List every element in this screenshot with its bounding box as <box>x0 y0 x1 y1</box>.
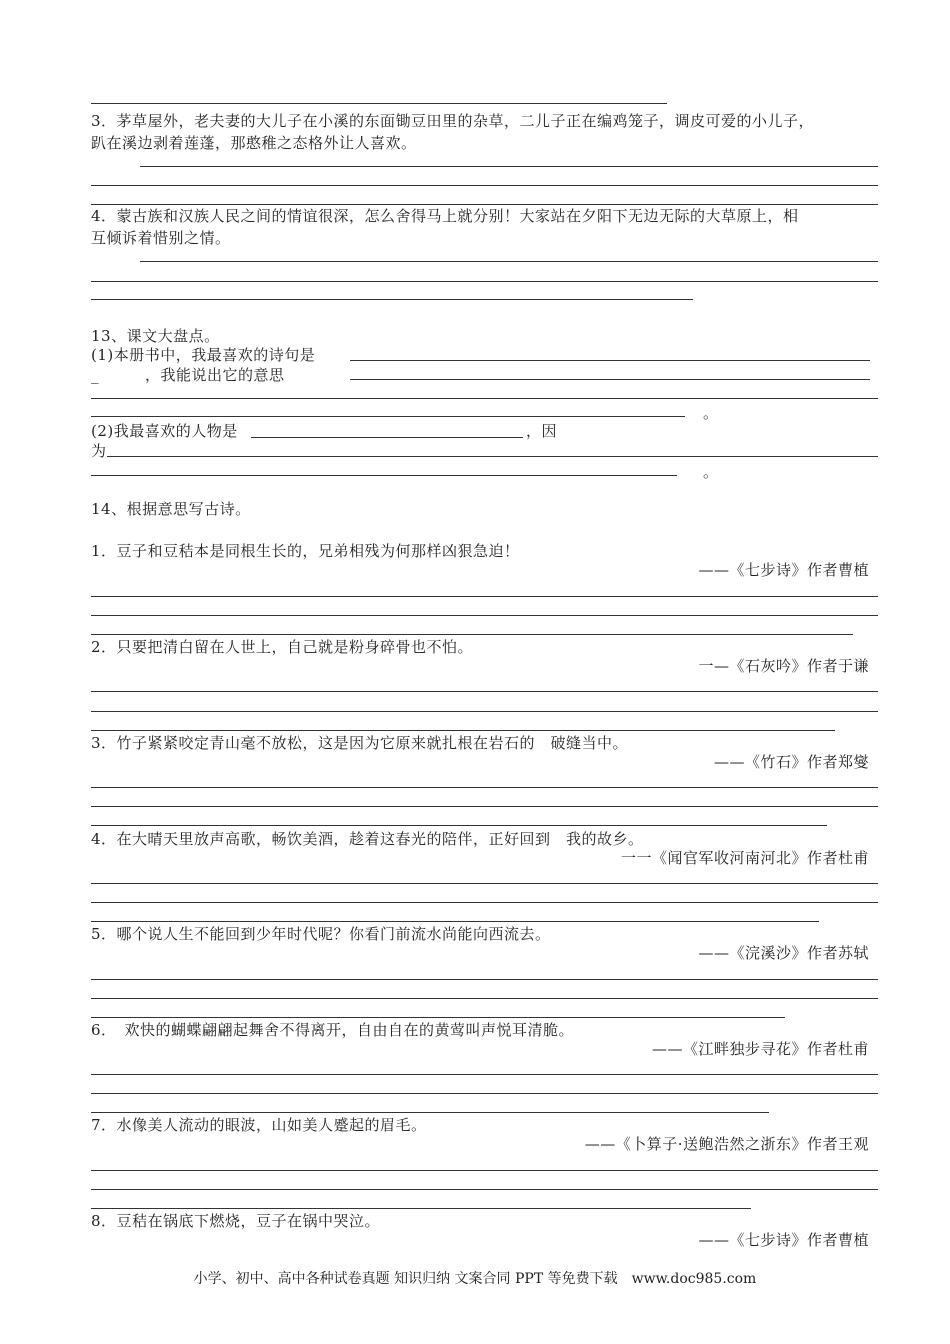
answer-line[interactable] <box>251 437 523 438</box>
answer-line[interactable] <box>140 261 878 262</box>
period: 。 <box>703 463 719 481</box>
poem-meaning: 5．哪个说人生不能回到少年时代呢？你看门前流水尚能向西流去。 <box>91 925 551 943</box>
answer-line[interactable] <box>91 711 878 712</box>
answer-line[interactable] <box>91 1093 878 1094</box>
poem-source: ——《竹石》作者郑燮 <box>713 753 869 771</box>
answer-line[interactable] <box>350 379 870 380</box>
answer-line[interactable] <box>91 281 878 282</box>
question-text: 3．茅草屋外，老夫妻的大儿子在小溪的东面锄豆田里的杂草，二儿子正在编鸡笼子，调皮可爱的小儿子， <box>91 112 815 130</box>
answer-line[interactable] <box>91 1017 785 1018</box>
section-title: 14、根据意思写古诗。 <box>91 500 251 518</box>
poem-source: ——《七步诗》作者曹植 <box>698 561 869 579</box>
poem-meaning: 6． 欢快的蝴蝶翩翩起舞舍不得离开，自由自在的黄莺叫声悦耳清脆。 <box>91 1021 575 1039</box>
answer-line[interactable] <box>91 103 667 104</box>
poem-source: ——《江畔独步寻花》作者杜甫 <box>651 1040 869 1058</box>
poem-meaning: 8．豆秸在锅底下燃烧，豆子在锅中哭泣。 <box>91 1212 381 1230</box>
poem-meaning: 2．只要把清白留在人世上，自己就是粉身碎骨也不怕。 <box>91 638 474 656</box>
answer-line[interactable] <box>91 416 685 417</box>
answer-line[interactable] <box>140 166 878 167</box>
answer-line[interactable] <box>91 475 677 476</box>
answer-line[interactable] <box>91 691 878 692</box>
answer-line[interactable] <box>91 921 819 922</box>
question-text: 互倾诉着惜别之情。 <box>91 229 231 247</box>
answer-line[interactable] <box>91 596 878 597</box>
poem-source: ——《七步诗》作者曹植 <box>698 1231 869 1249</box>
question-text: 为 <box>91 442 107 460</box>
poem-source: 一一《闻官军收河南河北》作者杜甫 <box>620 849 869 867</box>
answer-line[interactable] <box>91 806 878 807</box>
answer-line[interactable] <box>91 398 878 399</box>
question-text: ，因 <box>526 422 558 440</box>
answer-line[interactable] <box>91 1189 878 1190</box>
answer-line[interactable] <box>91 998 878 999</box>
poem-meaning: 3．竹子紧紧咬定青山毫不放松，这是因为它原来就扎根在岩石的 破缝当中。 <box>91 734 629 752</box>
answer-line[interactable] <box>91 615 878 616</box>
answer-line[interactable] <box>91 634 853 635</box>
poem-source: ——《卜算子·送鲍浩然之浙东》作者王观 <box>584 1135 869 1153</box>
question-text: (1)本册书中，我最喜欢的诗句是 <box>91 346 316 364</box>
blank-mark: _ <box>91 366 99 384</box>
poem-meaning: 7．水像美人流动的眼波，山如美人蹙起的眉毛。 <box>91 1116 427 1134</box>
answer-line[interactable] <box>91 1112 769 1113</box>
answer-line[interactable] <box>91 730 835 731</box>
answer-line[interactable] <box>91 979 878 980</box>
answer-line[interactable] <box>91 825 827 826</box>
period: 。 <box>703 404 719 422</box>
answer-line[interactable] <box>350 360 870 361</box>
answer-line[interactable] <box>91 787 878 788</box>
poem-meaning: 4．在大晴天里放声高歌，畅饮美酒，趁着这春光的陪伴，正好回到 我的故乡。 <box>91 830 644 848</box>
answer-line[interactable] <box>91 883 878 884</box>
answer-line[interactable] <box>91 299 693 300</box>
question-text: ，我能说出它的意思 <box>145 366 285 384</box>
footer-text: 小学、初中、高中各种试卷真题 知识归纳 文案合同 PPT 等免费下载 www.doc985.com <box>193 1271 757 1287</box>
poem-source: 一—《石灰吟》作者于谦 <box>698 657 869 675</box>
poem-source: ——《浣溪沙》作者苏轼 <box>698 944 869 962</box>
question-text: (2)我最喜欢的人物是 <box>91 422 238 440</box>
question-text: 4．蒙古族和汉族人民之间的情谊很深，怎么舍得马上就分别！大家站在夕阳下无边无际的大草原上，相 <box>91 207 799 225</box>
answer-line[interactable] <box>91 1208 751 1209</box>
answer-line[interactable] <box>91 1074 878 1075</box>
question-text: 趴在溪边剥着莲蓬，那憨稚之态格外让人喜欢。 <box>91 134 417 152</box>
answer-line[interactable] <box>107 456 878 457</box>
answer-line[interactable] <box>91 1170 878 1171</box>
poem-meaning: 1．豆子和豆秸本是同根生长的，兄弟相残为何那样凶狠急迫！ <box>91 542 520 560</box>
section-title: 13、课文大盘点。 <box>91 327 220 345</box>
answer-line[interactable] <box>91 902 878 903</box>
answer-line[interactable] <box>91 185 878 186</box>
